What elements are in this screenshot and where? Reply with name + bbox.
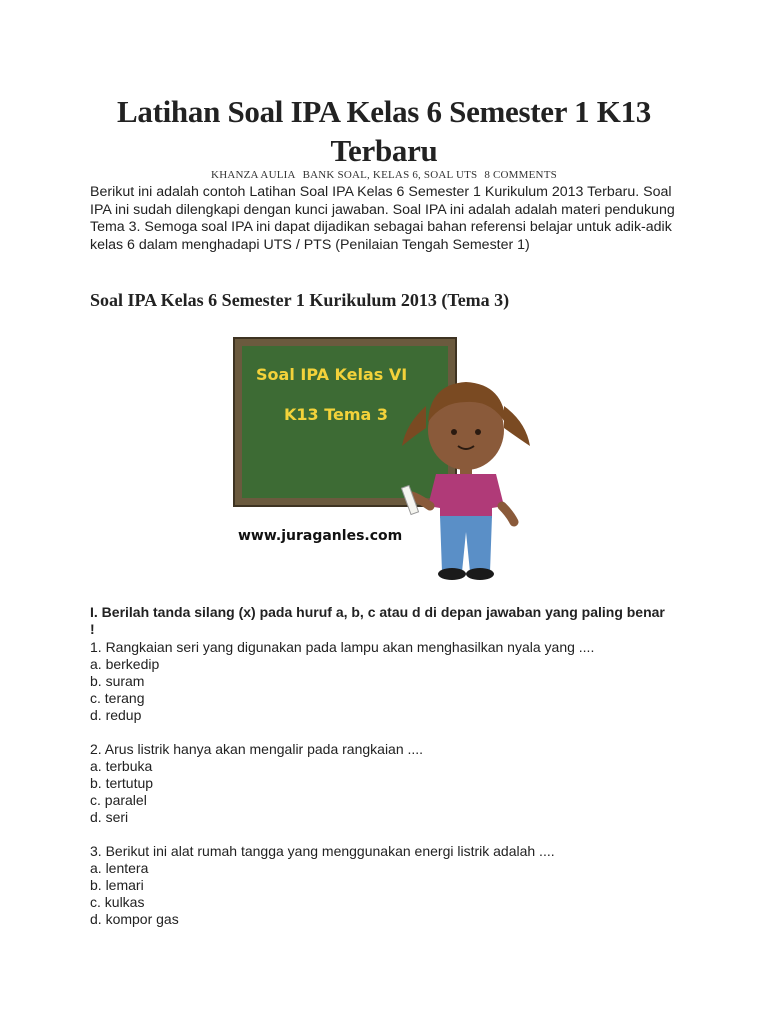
categories-link[interactable]: BANK SOAL, KELAS 6, SOAL UTS [302, 169, 478, 181]
question-item [90, 843, 690, 928]
girl-eye-left [451, 429, 457, 435]
question-text: 2. Arus listrik hanya akan mengalir pada rangkaian .... [90, 741, 424, 757]
illustration-svg [230, 336, 550, 586]
option-list [90, 656, 690, 724]
option-list [90, 860, 690, 928]
post-meta [0, 169, 768, 181]
right-pigtail [504, 406, 530, 446]
author-link[interactable]: KHANZA AULIA [211, 169, 296, 181]
answer-option: a. lentera [90, 860, 149, 876]
girl-eye-right [475, 429, 481, 435]
board-line-2: K13 Tema 3 [284, 405, 389, 424]
question-item [90, 741, 690, 826]
girl-shoe-right [466, 568, 494, 580]
question-text: 3. Berikut ini alat rumah tangga yang menggunakan energi listrik adalah .... [90, 843, 555, 859]
answer-option: c. terang [90, 690, 145, 706]
title-line-2: Terbaru [330, 133, 438, 168]
page-title [60, 92, 708, 170]
answer-option: c. kulkas [90, 894, 145, 910]
answer-option: b. suram [90, 673, 145, 689]
answer-option: b. lemari [90, 877, 144, 893]
option-list [90, 758, 690, 826]
board-line-1: Soal IPA Kelas VI [256, 365, 408, 384]
girl-shirt [428, 474, 504, 518]
question-list [90, 639, 690, 945]
comments-link[interactable]: 8 COMMENTS [484, 169, 557, 181]
intro-paragraph: Berikut ini adalah contoh Latihan Soal IPA Kelas 6 Semester 1 Kurikulum 2013 Terbaru. Soal IPA ini sudah dilengkapi dengan kunci jawaban. Soal IPA ini adalah adalah materi pendukung Tema 3. Semoga soal IPA ini dapat dijadikan sebagai bahan referensi belajar untuk adik-adik kelas 6 dalam menghadapi UTS / PTS (Penilaian Tengah Semester 1) [90, 184, 675, 253]
section-heading: Soal IPA Kelas 6 Semester 1 Kurikulum 2013 (Tema 3) [90, 290, 510, 310]
answer-option: a. terbuka [90, 758, 153, 774]
answer-option: d. seri [90, 809, 129, 825]
website-watermark: www.juraganles.com [238, 528, 403, 544]
question-text: 1. Rangkaian seri yang digunakan pada lampu akan menghasilkan nyala yang .... [90, 639, 595, 655]
chalkboard-illustration [230, 336, 550, 586]
question-item [90, 639, 690, 724]
girl-arm-right [502, 506, 514, 522]
answer-option: a. berkedip [90, 656, 160, 672]
girl-shoe-left [438, 568, 466, 580]
answer-option: d. kompor gas [90, 911, 179, 927]
answer-option: b. tertutup [90, 775, 154, 791]
quiz-instruction: I. Berilah tanda silang (x) pada huruf a, b, c atau d di depan jawaban yang paling benar ! [90, 604, 665, 637]
answer-option: d. redup [90, 707, 142, 723]
girl-jeans [440, 516, 492, 572]
answer-option: c. paralel [90, 792, 147, 808]
title-line-1: Latihan Soal IPA Kelas 6 Semester 1 K13 [117, 94, 651, 129]
